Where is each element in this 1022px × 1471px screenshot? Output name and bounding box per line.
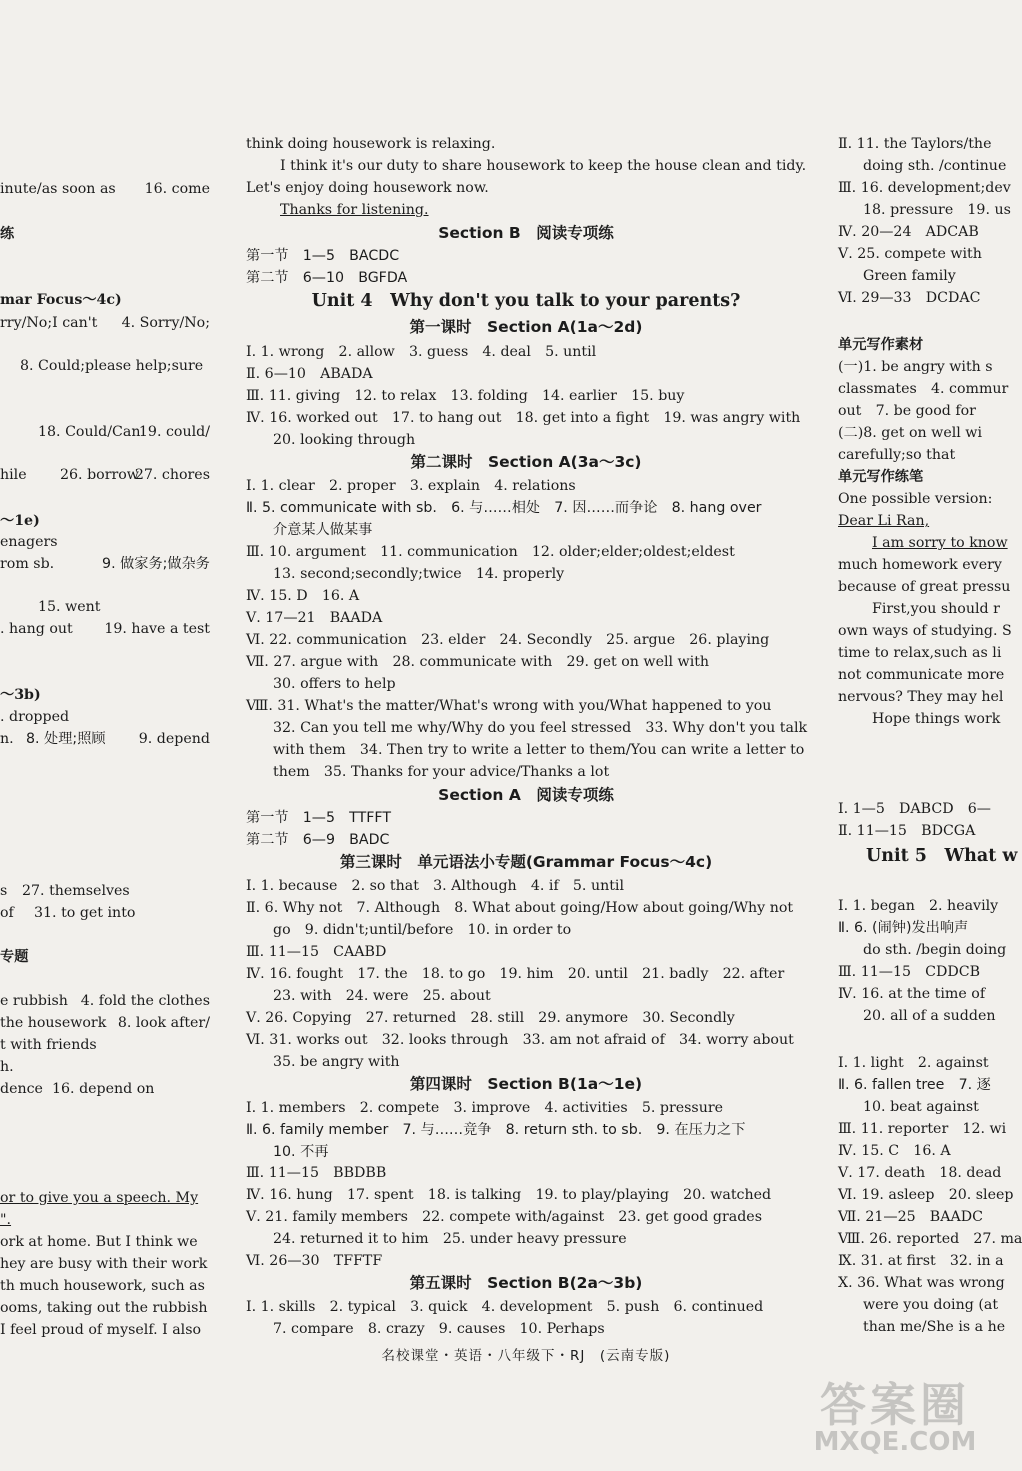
answer-line: Ⅴ. 25. compete with (838, 246, 982, 262)
essay-line: I am sorry to know (872, 535, 1008, 551)
answer-line: Ⅴ. 21. family members 22. compete with/against 23. get good grades (246, 1209, 762, 1225)
watermark-logo (800, 1361, 990, 1461)
answer-line: Ⅶ. 21—25 BAADC (838, 1209, 983, 1225)
answer-line: were you doing (at (863, 1297, 999, 1313)
answer-line: classmates 4. commur (838, 381, 1009, 397)
answer-line: Ⅲ. 11—15 CAABD (246, 944, 387, 960)
answer-line: than me/She is a he (863, 1319, 1006, 1335)
unit-title: Unit 4 Why don't you talk to your parents? (311, 291, 741, 311)
answer-line: 10. beat against (863, 1099, 979, 1115)
answer-line: Ⅵ. 31. works out 32. looks through 33. am not afraid of 34. worry about (246, 1032, 794, 1048)
answer-item: 15. went (38, 599, 101, 615)
essay-line: Hope things work (872, 711, 1001, 727)
answer-line: go 9. didn't;until/before 10. in order to (273, 922, 572, 938)
answer-line: Ⅲ. 11. giving 12. to relax 13. folding 14. earlier 15. buy (246, 388, 685, 404)
answer-line: Ⅷ. 31. What's the matter/What's wrong with you/What happened to you (246, 698, 772, 714)
answer-line: 介意某人做某事 (273, 522, 373, 538)
section-heading: 专题 (0, 949, 29, 965)
essay-line: th much housework, such as (0, 1278, 205, 1294)
lesson-heading: 第一课时 Section A(1a～2d) (409, 318, 643, 336)
answer-line: Ⅱ. 11. the Taylors/the (838, 136, 992, 152)
answer-line: Ⅵ. 26—30 TFFTF (246, 1253, 383, 1269)
answer-line: Ⅵ. 22. communication 23. elder 24. Secondly 25. argue 26. playing (246, 632, 770, 648)
answer-line: 第一节 1—5 BACDC (246, 248, 400, 264)
essay-line: because of great pressu (838, 579, 1011, 595)
answer-line: Ⅳ. 16. worked out 17. to hang out 18. get into a fight 19. was angry with (246, 410, 801, 426)
text-line: dence (0, 1081, 43, 1097)
answer-item: 16. come (144, 181, 210, 197)
text-line: of (0, 905, 14, 921)
answer-line: (二)8. get on well wi (838, 425, 982, 441)
section-heading: 练 (0, 226, 15, 242)
watermark-word: 答案圈 (820, 1378, 970, 1432)
left-column (0, 0, 212, 1380)
text-line: . hang out (0, 621, 73, 637)
answer-line: Ⅲ. 11. reporter 12. wi (838, 1121, 1007, 1137)
answer-item: 9. 做家务;做杂务 (102, 556, 210, 572)
answer-line: Ⅳ. 15. D 16. A (246, 588, 360, 604)
answer-line: Ⅰ. 1. skills 2. typical 3. quick 4. development 5. push 6. continued (246, 1299, 764, 1315)
answer-line: 30. offers to help (273, 676, 396, 692)
essay-line: Let's enjoy doing housework now. (246, 180, 489, 196)
text-line: n. (0, 731, 14, 747)
answer-line: Ⅲ. 11—15 BBDBB (246, 1165, 387, 1181)
answer-line: Ⅲ. 10. argument 11. communication 12. older;elder;oldest;eldest (246, 544, 735, 560)
answer-line: 13. second;secondly;twice 14. properly (273, 566, 565, 582)
text-line: . dropped (0, 709, 70, 725)
answer-line: Ⅲ. 11—15 CDDCB (838, 964, 981, 980)
answer-item: 18. Could/Can (38, 424, 141, 440)
section-heading: ～1e) (0, 513, 40, 529)
answer-line: (一)1. be angry with s (838, 359, 993, 375)
section-heading: Section B 阅读专项练 (438, 224, 614, 242)
answer-item: 4. fold the clothes (80, 993, 210, 1009)
answer-item: 4. Sorry/No; (121, 315, 210, 331)
answer-line: Ⅳ. 15. C 16. A (838, 1143, 951, 1159)
essay-line: hey are busy with their work (0, 1256, 208, 1272)
answer-line: 第二节 6—10 BGFDA (246, 270, 408, 286)
answer-line: Ⅰ. 1. because 2. so that 3. Although 4. if 5. until (246, 878, 624, 894)
answer-line: Ⅰ. 1. members 2. compete 3. improve 4. activities 5. pressure (246, 1100, 724, 1116)
text-line: inute/as soon as (0, 181, 116, 197)
answer-line: Ⅴ. 17. death 18. dead (838, 1165, 1002, 1181)
answer-line: Green family (863, 268, 956, 284)
lesson-heading: 第三课时 单元语法小专题(Grammar Focus～4c) (339, 853, 713, 871)
answer-item: 9. depend (138, 731, 210, 747)
answer-line: Ⅴ. 26. Copying 27. returned 28. still 29. anymore 30. Secondly (246, 1010, 735, 1026)
answer-line: 20. all of a sudden (863, 1008, 996, 1024)
answer-line: 20. looking through (273, 432, 416, 448)
essay-line: much homework every (838, 557, 1002, 573)
essay-line: own ways of studying. S (838, 623, 1012, 639)
answer-line: Ⅵ. 19. asleep 20. sleep (838, 1187, 1014, 1203)
answer-line: Ⅴ. 17—21 BAADA (246, 610, 383, 626)
text-line: enagers (0, 534, 58, 550)
text-line: h. (0, 1059, 14, 1075)
middle-column (246, 0, 806, 1380)
answer-line: 7. compare 8. crazy 9. causes 10. Perhaps (273, 1321, 605, 1337)
essay-line: ". (0, 1212, 12, 1228)
answer-line: with them 34. Then try to write a letter to them/You can write a letter to (273, 742, 805, 758)
essay-line: time to relax,such as li (838, 645, 1002, 661)
answer-line: 24. returned it to him 25. under heavy pressure (273, 1231, 627, 1247)
answer-line: out 7. be good for (838, 403, 976, 419)
text-line: the housework (0, 1015, 107, 1031)
right-column (838, 0, 1022, 1380)
essay-line: Dear Li Ran, (838, 513, 930, 529)
answer-line: Ⅰ. 1—5 DABCD 6— (838, 801, 991, 817)
answer-item: 19. could/ (138, 424, 210, 440)
answer-line: 18. pressure 19. us (863, 202, 1011, 218)
unit-title: Unit 5 What w (866, 846, 1018, 866)
answer-line: 第二节 6—9 BADC (246, 832, 390, 848)
answer-line: Ⅱ. 6. family member 7. 与……竞争 8. return sth. to sb. 9. 在压力之下 (246, 1122, 746, 1138)
answer-line: Ⅱ. 6. (闹钟)发出响声 (838, 920, 969, 936)
section-heading: Section A 阅读专项练 (438, 786, 614, 804)
answer-line: 10. 不再 (273, 1144, 329, 1160)
answer-item: 27. chores (134, 467, 210, 483)
answer-item: 26. borrow (60, 467, 139, 483)
text-line: rry/No;I can't (0, 315, 98, 331)
text-line: rom sb. (0, 556, 55, 572)
essay-line: One possible version: (838, 491, 993, 507)
text-line: t with friends (0, 1037, 97, 1053)
answer-line: Ⅳ. 20—24 ADCAB (838, 224, 979, 240)
answer-line: Ⅱ. 6—10 ABADA (246, 366, 373, 382)
answer-line: Ⅹ. 36. What was wrong (838, 1275, 1005, 1291)
essay-line: not communicate more (838, 667, 1005, 683)
answer-line: Ⅸ. 31. at first 32. in a (838, 1253, 1004, 1269)
answer-item: 19. have a test (104, 621, 210, 637)
essay-line: I feel proud of myself. I also (0, 1322, 202, 1338)
answer-line: Ⅳ. 16. at the time of (838, 986, 986, 1002)
text-line: hile (0, 467, 27, 483)
answer-line: do sth. /begin doing (863, 942, 1007, 958)
answer-line: Ⅷ. 26. reported 27. ma (838, 1231, 1022, 1247)
answer-item: 8. look after/ (117, 1015, 210, 1031)
answer-line: them 35. Thanks for your advice/Thanks a lot (273, 764, 610, 780)
section-heading: 单元写作素材 (838, 337, 924, 353)
essay-line: or to give you a speech. My (0, 1190, 199, 1206)
answer-line: Ⅰ. 1. light 2. against (838, 1055, 989, 1071)
answer-item: 16. depend on (52, 1081, 155, 1097)
answer-item: 31. to get into (34, 905, 136, 921)
essay-line: nervous? They may hel (838, 689, 1004, 705)
answer-line: 23. with 24. were 25. about (273, 988, 491, 1004)
lesson-heading: 第四课时 Section B(1a～1e) (409, 1075, 643, 1093)
answer-line: Ⅵ. 29—33 DCDAC (838, 290, 981, 306)
text-line: e rubbish (0, 993, 68, 1009)
lesson-heading: 第二课时 Section A(3a～3c) (410, 453, 642, 471)
essay-line: ork at home. But I think we (0, 1234, 198, 1250)
answer-line: 32. Can you tell me why/Why do you feel stressed 33. Why don't you talk (273, 720, 808, 736)
answer-item: 8. Could;please help;sure (20, 358, 204, 374)
essay-line: I think it's our duty to share housework to keep the house clean and tidy. (280, 158, 807, 174)
answer-item: 27. themselves (22, 883, 130, 899)
section-heading: ～3b) (0, 687, 41, 703)
section-heading: mar Focus～4c) (0, 292, 122, 308)
answer-line: Ⅰ. 1. clear 2. proper 3. explain 4. relations (246, 478, 576, 494)
answer-line: Ⅳ. 16. hung 17. spent 18. is talking 19. to play/playing 20. watched (246, 1187, 772, 1203)
answer-line: 第一节 1—5 TTFFT (246, 810, 391, 826)
answer-line: Ⅱ. 6. Why not 7. Although 8. What about going/How about going/Why not (246, 900, 794, 916)
section-heading: 单元写作练笔 (838, 469, 924, 485)
answer-line: Ⅲ. 16. development;dev (838, 180, 1011, 196)
answer-line: carefully;so that (838, 447, 956, 463)
answer-line: Ⅰ. 1. wrong 2. allow 3. guess 4. deal 5. until (246, 344, 597, 360)
watermark-url: MXQE.COM (813, 1427, 977, 1457)
answer-line: Ⅱ. 11—15 BDCGA (838, 823, 976, 839)
answer-item: 8. 处理;照顾 (26, 731, 106, 747)
answer-line: Ⅰ. 1. began 2. heavily (838, 898, 999, 914)
answer-line: doing sth. /continue (863, 158, 1007, 174)
answer-line: Ⅱ. 6. fallen tree 7. 逐 (838, 1077, 991, 1093)
answer-line: Ⅶ. 27. argue with 28. communicate with 29. get on well with (246, 654, 710, 670)
essay-line: First,you should r (872, 601, 1000, 617)
lesson-heading: 第五课时 Section B(2a～3b) (409, 1274, 643, 1292)
essay-line: ooms, taking out the rubbish (0, 1300, 208, 1316)
essay-line: Thanks for listening. (280, 202, 429, 218)
page-footer: 名校课堂・英语・八年级下・RJ (云南专版) (381, 1348, 671, 1364)
answer-line: Ⅱ. 5. communicate with sb. 6. 与……相处 7. 因……而争论 8. hang over (246, 500, 762, 516)
answer-line: Ⅳ. 16. fought 17. the 18. to go 19. him 20. until 21. badly 22. after (246, 966, 785, 982)
essay-line: think doing housework is relaxing. (246, 136, 496, 152)
answer-line: 35. be angry with (273, 1054, 400, 1070)
text-line: s (0, 883, 8, 899)
